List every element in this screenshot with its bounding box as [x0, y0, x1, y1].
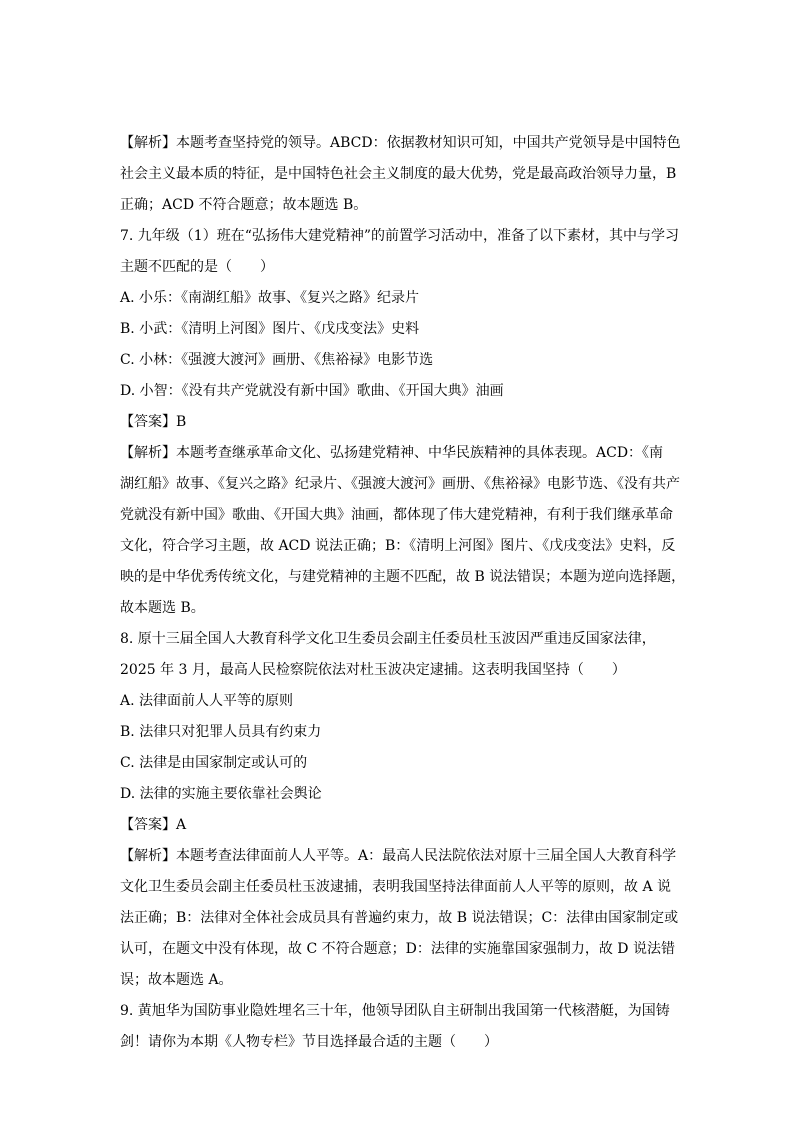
analysis-line: 故本题选 B。 — [120, 600, 205, 616]
text-line: 社会主义最本质的特征，是中国特色社会主义制度的最大优势，党是最高政治领导力量，B — [120, 166, 677, 182]
question-stem-line: 主题不匹配的是（ ） — [120, 259, 274, 275]
option-c: C. 法律是由国家制定或认可的 — [120, 755, 308, 771]
question-stem-line: 剑！请你为本期《人物专栏》节目选择最合适的主题（ ） — [120, 1034, 498, 1050]
analysis-block-q6 — [120, 128, 680, 221]
option-a: A. 法律面前人人平等的原则 — [120, 693, 294, 709]
option-c: C. 小林：《强渡大渡河》画册、《焦裕禄》电影节选 — [120, 352, 434, 368]
analysis-line: 认可，在题文中没有体现，故 C 不符合题意；D：法律的实施靠国家强制力，故 D 说法错 — [120, 941, 675, 957]
text-line: 正确；ACD 不符合题意；故本题选 B。 — [120, 197, 368, 213]
analysis-line: 党就没有新中国》歌曲、《开国大典》油画，都体现了伟大建党精神，有利于我们继承革命 — [120, 507, 673, 523]
analysis-line: 误；故本题选 A。 — [120, 972, 233, 988]
answer-line: 【答案】B — [120, 414, 187, 430]
option-a: A. 小乐：《南湖红船》故事、《复兴之路》纪录片 — [120, 290, 420, 306]
analysis-line: 映的是中华优秀传统文化，与建党精神的主题不匹配，故 B 说法错误；本题为逆向选择题， — [120, 569, 686, 585]
option-b: B. 法律只对犯罪人员具有约束力 — [120, 724, 322, 740]
analysis-line: 法正确；B：法律对全体社会成员具有普遍约束力，故 B 说法错误；C：法律由国家制定或 — [120, 910, 679, 926]
answer-line: 【答案】A — [120, 817, 187, 833]
question-stem-line: 8. 原十三届全国人大教育科学文化卫生委员会副主任委员杜玉波因严重违反国家法律， — [120, 631, 656, 647]
analysis-line: 【解析】本题考查法律面前人人平等。A：最高人民法院依法对原十三届全国人大教育科学 — [120, 848, 677, 864]
analysis-line: 文化，符合学习主题，故 ACD 说法正确；B：《清明上河图》图片、《戊戌变法》史料，反 — [120, 538, 676, 554]
text-line: 【解析】本题考查坚持党的领导。ABCD：依据教材知识可知，中国共产党领导是中国特色 — [120, 135, 681, 151]
question-8 — [120, 624, 680, 996]
analysis-line: 文化卫生委员会副主任委员杜玉波逮捕，表明我国坚持法律面前人人平等的原则，故 A 说 — [120, 879, 672, 895]
question-7 — [120, 221, 686, 624]
document-body — [120, 128, 686, 1058]
option-b: B. 小武：《清明上河图》图片、《戊戌变法》史料 — [120, 321, 420, 337]
question-stem-line: 2025 年 3 月，最高人民检察院依法对杜玉波决定逮捕。这表明我国坚持（ ） — [120, 662, 626, 678]
option-d: D. 小智：《没有共产党就没有新中国》歌曲、《开国大典》油画 — [120, 383, 504, 399]
question-9 — [120, 996, 680, 1058]
option-d: D. 法律的实施主要依靠社会舆论 — [120, 786, 322, 802]
analysis-line: 湖红船》故事、《复兴之路》纪录片、《强渡大渡河》画册、《焦裕禄》电影节选、《没有共产 — [120, 476, 680, 492]
analysis-line: 【解析】本题考查继承革命文化、弘扬建党精神、中华民族精神的具体表现。ACD：《南 — [120, 445, 664, 461]
question-stem-line: 7. 九年级（1）班在“弘扬伟大建党精神”的前置学习活动中，准备了以下素材，其中与学习 — [120, 228, 680, 244]
question-stem-line: 9. 黄旭华为国防事业隐姓埋名三十年，他领导团队自主研制出我国第一代核潜艇，为国铸 — [120, 1003, 670, 1019]
